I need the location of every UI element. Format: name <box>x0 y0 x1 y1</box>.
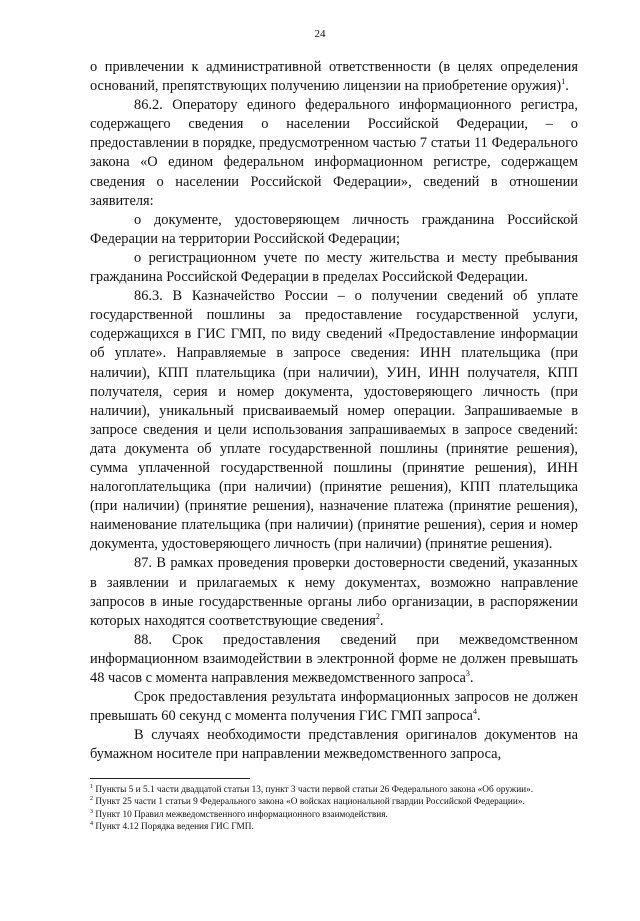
paragraph <box>90 726 578 764</box>
footnote-text: Пункт 4.12 Порядка ведения ГИС ГМП. <box>95 822 254 833</box>
paragraph-text: 86.3. В Казначейство России – о получении сведений об уплате государственной пошлины за предоставление государственной услуги, содержащихся в ГИС ГМП, по виду сведений «Предоставление информации об уплате». Направляемые в запросе сведения: ИНН плательщика (при наличии), КПП плательщика (при наличии), УИН, ИНН получателя, КПП получателя, серия и номер документа, удостоверяющего личность (при наличии), уникальный присваиваемый номер операции. Запрашиваемые в запросе сведения и цели использования запрашиваемых в запросе сведений: дата документа об уплате государственной пошлины (принятие решения), сумма уплаченной государственной пошлины (принятие решения), ИНН налогоплательщика (при наличии) (принятие решения), КПП плательщика (при наличии) (принятие решения), назначение платежа (принятие решения), наименование плательщика (при наличии) (принятие решения), серия и номер документа, удостоверяющего личность (при наличии) (принятие решения). <box>90 288 578 553</box>
paragraph-text: 88. Срок предоставления сведений при межведомственном информационном взаимодействии в электронной форме не должен превышать 48 часов с момента направления межведомственного запроса <box>90 631 578 686</box>
paragraph <box>90 96 578 211</box>
footnote <box>90 784 578 796</box>
paragraph-end: . <box>469 670 474 686</box>
footnote <box>90 821 578 833</box>
paragraph-text: о привлечении к административной ответственности (в целях определения оснований, препятствующих получению лицензии на приобретение оружия) <box>90 59 578 95</box>
footnote-number: 3 <box>90 808 93 815</box>
footnote-ref: 2 <box>375 611 380 621</box>
paragraph-text: Срок предоставления результата информационных запросов не должен превышать 60 секунд с момента получения ГИС ГМП запроса <box>90 689 578 725</box>
paragraph <box>90 688 578 726</box>
paragraph <box>90 58 578 96</box>
paragraph-text: 87. В рамках проведения проверки достоверности сведений, указанных в заявлении и прилагаемых к нему документах, возможно направление запросов в иные государственные органы либо организации, в распоряжении которых находятся соответствующие сведения <box>90 555 578 629</box>
footnote-ref: 4 <box>472 707 477 717</box>
footnote-ref: 1 <box>561 77 566 87</box>
paragraph <box>90 631 578 688</box>
footnote-text: Пункты 5 и 5.1 части двадцатой статьи 13, пункт 3 части первой статьи 26 Федерального закона «Об оружии». <box>95 785 534 795</box>
paragraph-end: . <box>476 708 481 725</box>
footnote-ref: 3 <box>465 669 470 679</box>
paragraph-end: . <box>565 78 569 95</box>
paragraph <box>90 211 578 249</box>
paragraph <box>90 287 578 554</box>
paragraph-text: о документе, удостоверяющем личность гражданина Российской Федерации на территории Российской Федерации; <box>90 211 578 247</box>
paragraph-text: В случаях необходимости представления оригиналов документов на бумажном носителе при направлении межведомственного запроса, <box>90 727 578 763</box>
footnotes <box>90 784 578 834</box>
body-text <box>90 58 578 764</box>
footnote <box>90 796 578 808</box>
footnote-text: Пункт 25 части 1 статьи 9 Федерального закона «О войсках национальной гвардии Российской Федерации». <box>95 797 525 808</box>
footnote-number: 2 <box>90 796 93 803</box>
paragraph <box>90 554 578 630</box>
footnote-number: 1 <box>90 783 93 790</box>
page-number: 24 <box>314 28 326 40</box>
paragraph-text: 86.2. Оператору единого федерального информационного регистра, содержащего сведения о населении Российской Федерации, – о предоставлении в порядке, предусмотренном частью 7 статьи 11 Федерального закона «О едином федеральном информационном регистре, содержащем сведения о населении Российской Федерации», сведений в отношении заявителя: <box>90 97 578 209</box>
footnote <box>90 809 578 821</box>
footnote-divider <box>90 778 250 779</box>
paragraph <box>90 249 578 287</box>
paragraph-end: . <box>379 612 384 629</box>
footnote-number: 4 <box>90 821 93 828</box>
footnote-text: Пункт 10 Правил межведомственного информационного взаимодействия. <box>95 809 388 820</box>
paragraph-text: о регистрационном учете по месту жительства и месту пребывания гражданина Российской Федерации в пределах Российской Федерации. <box>90 249 578 286</box>
